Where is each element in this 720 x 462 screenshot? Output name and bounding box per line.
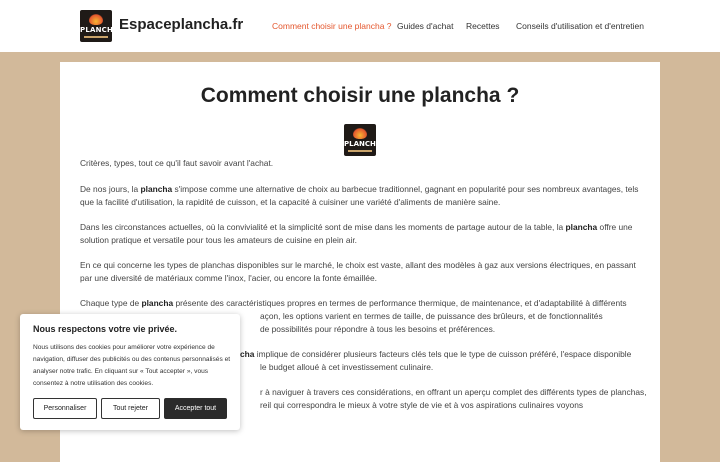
paragraph-7: r à naviguer à travers ces considérations, en offrant un aperçu complet des différents types de planchas,: [260, 387, 647, 397]
nav-conseils[interactable]: Conseils d'utilisation et d'entretien: [516, 21, 644, 31]
logo-divider: [84, 36, 108, 38]
logo-divider: [348, 150, 372, 152]
keyword-plancha: plancha: [565, 222, 598, 232]
customize-button[interactable]: Personnaliser: [33, 398, 97, 419]
keyword-plancha: cha: [240, 349, 255, 359]
nav-guides-achat[interactable]: Guides d'achat: [397, 21, 454, 31]
cookie-title: Nous respectons votre vie privée.: [33, 324, 178, 334]
paragraph-7-line-2: reil qui correspondra le mieux à votre style de vie et à vos aspirations culinaires voyons: [260, 400, 584, 410]
paragraph-3: Dans les circonstances actuelles, où la convivialité et la simplicité sont de mise dans les moments de partage autour de la table, la plancha offre une solution pratique et versatile pour tous les amateurs de cuisine en plein air.: [80, 222, 633, 245]
flame-icon: [89, 13, 103, 25]
logo-word: PLANCHA: [344, 140, 382, 148]
accept-all-button[interactable]: Accepter tout: [164, 398, 227, 419]
paragraph-6: cha implique de considérer plusieurs facteurs clés tels que le type de cuisson préféré, l'espace disponible: [240, 349, 632, 359]
cookie-banner: [20, 314, 240, 430]
paragraph-6-line-2: le budget alloué à cet investissement culinaire.: [260, 362, 434, 372]
flame-icon: [353, 127, 367, 139]
paragraph-5-line-3: de possibilités pour répondre à tous les besoins et préférences.: [260, 324, 496, 334]
site-title[interactable]: Espaceplancha.fr: [119, 16, 244, 33]
page-title: Comment choisir une plancha ?: [200, 84, 520, 107]
site-header: [0, 0, 720, 52]
keyword-plancha: plancha: [140, 184, 173, 194]
article-logo: [344, 124, 382, 156]
reject-all-button[interactable]: Tout rejeter: [101, 398, 160, 419]
paragraph-5: Chaque type de plancha présente des caractéristiques propres en termes de performance thermique, de maintenance, et d'adaptabilité à différents: [80, 298, 627, 308]
paragraph-4: En ce qui concerne les types de planchas disponibles sur le marché, le choix est vaste, allant des modèles à gaz aux versions électriques, en passant par une diversité de matériaux comme l'inox, l'acier, ou encore la fonte émaillée.: [80, 260, 636, 283]
paragraph-5-line-2: açon, les options varient en termes de taille, de puissance des brûleurs, et de fonctionnalités: [260, 311, 603, 321]
paragraph-2: De nos jours, la plancha s'impose comme une alternative de choix au barbecue traditionnel, gagnant en popularité pour ses nombreux avantages, tels que la facilité d'utilisation, la rapidité de cuisson, et la capacité à cuisiner une variété d'aliments de manière saine.: [80, 184, 639, 207]
keyword-plancha: plancha: [141, 298, 174, 308]
logo-word: PLANCHA: [80, 26, 119, 34]
cookie-text: Nous utilisons des cookies pour améliorer votre expérience de navigation, diffuser des publicités ou des contenus personnalisés et analyser notre trafic. En cliquant sur « Tout accepter », vous consentez à notre utilisation des cookies.: [33, 344, 231, 387]
site-logo[interactable]: [80, 10, 119, 42]
nav-comment-choisir[interactable]: Comment choisir une plancha ?: [272, 21, 392, 31]
nav-recettes[interactable]: Recettes: [466, 21, 500, 31]
intro-paragraph: Critères, types, tout ce qu'il faut savoir avant l'achat.: [80, 158, 274, 168]
